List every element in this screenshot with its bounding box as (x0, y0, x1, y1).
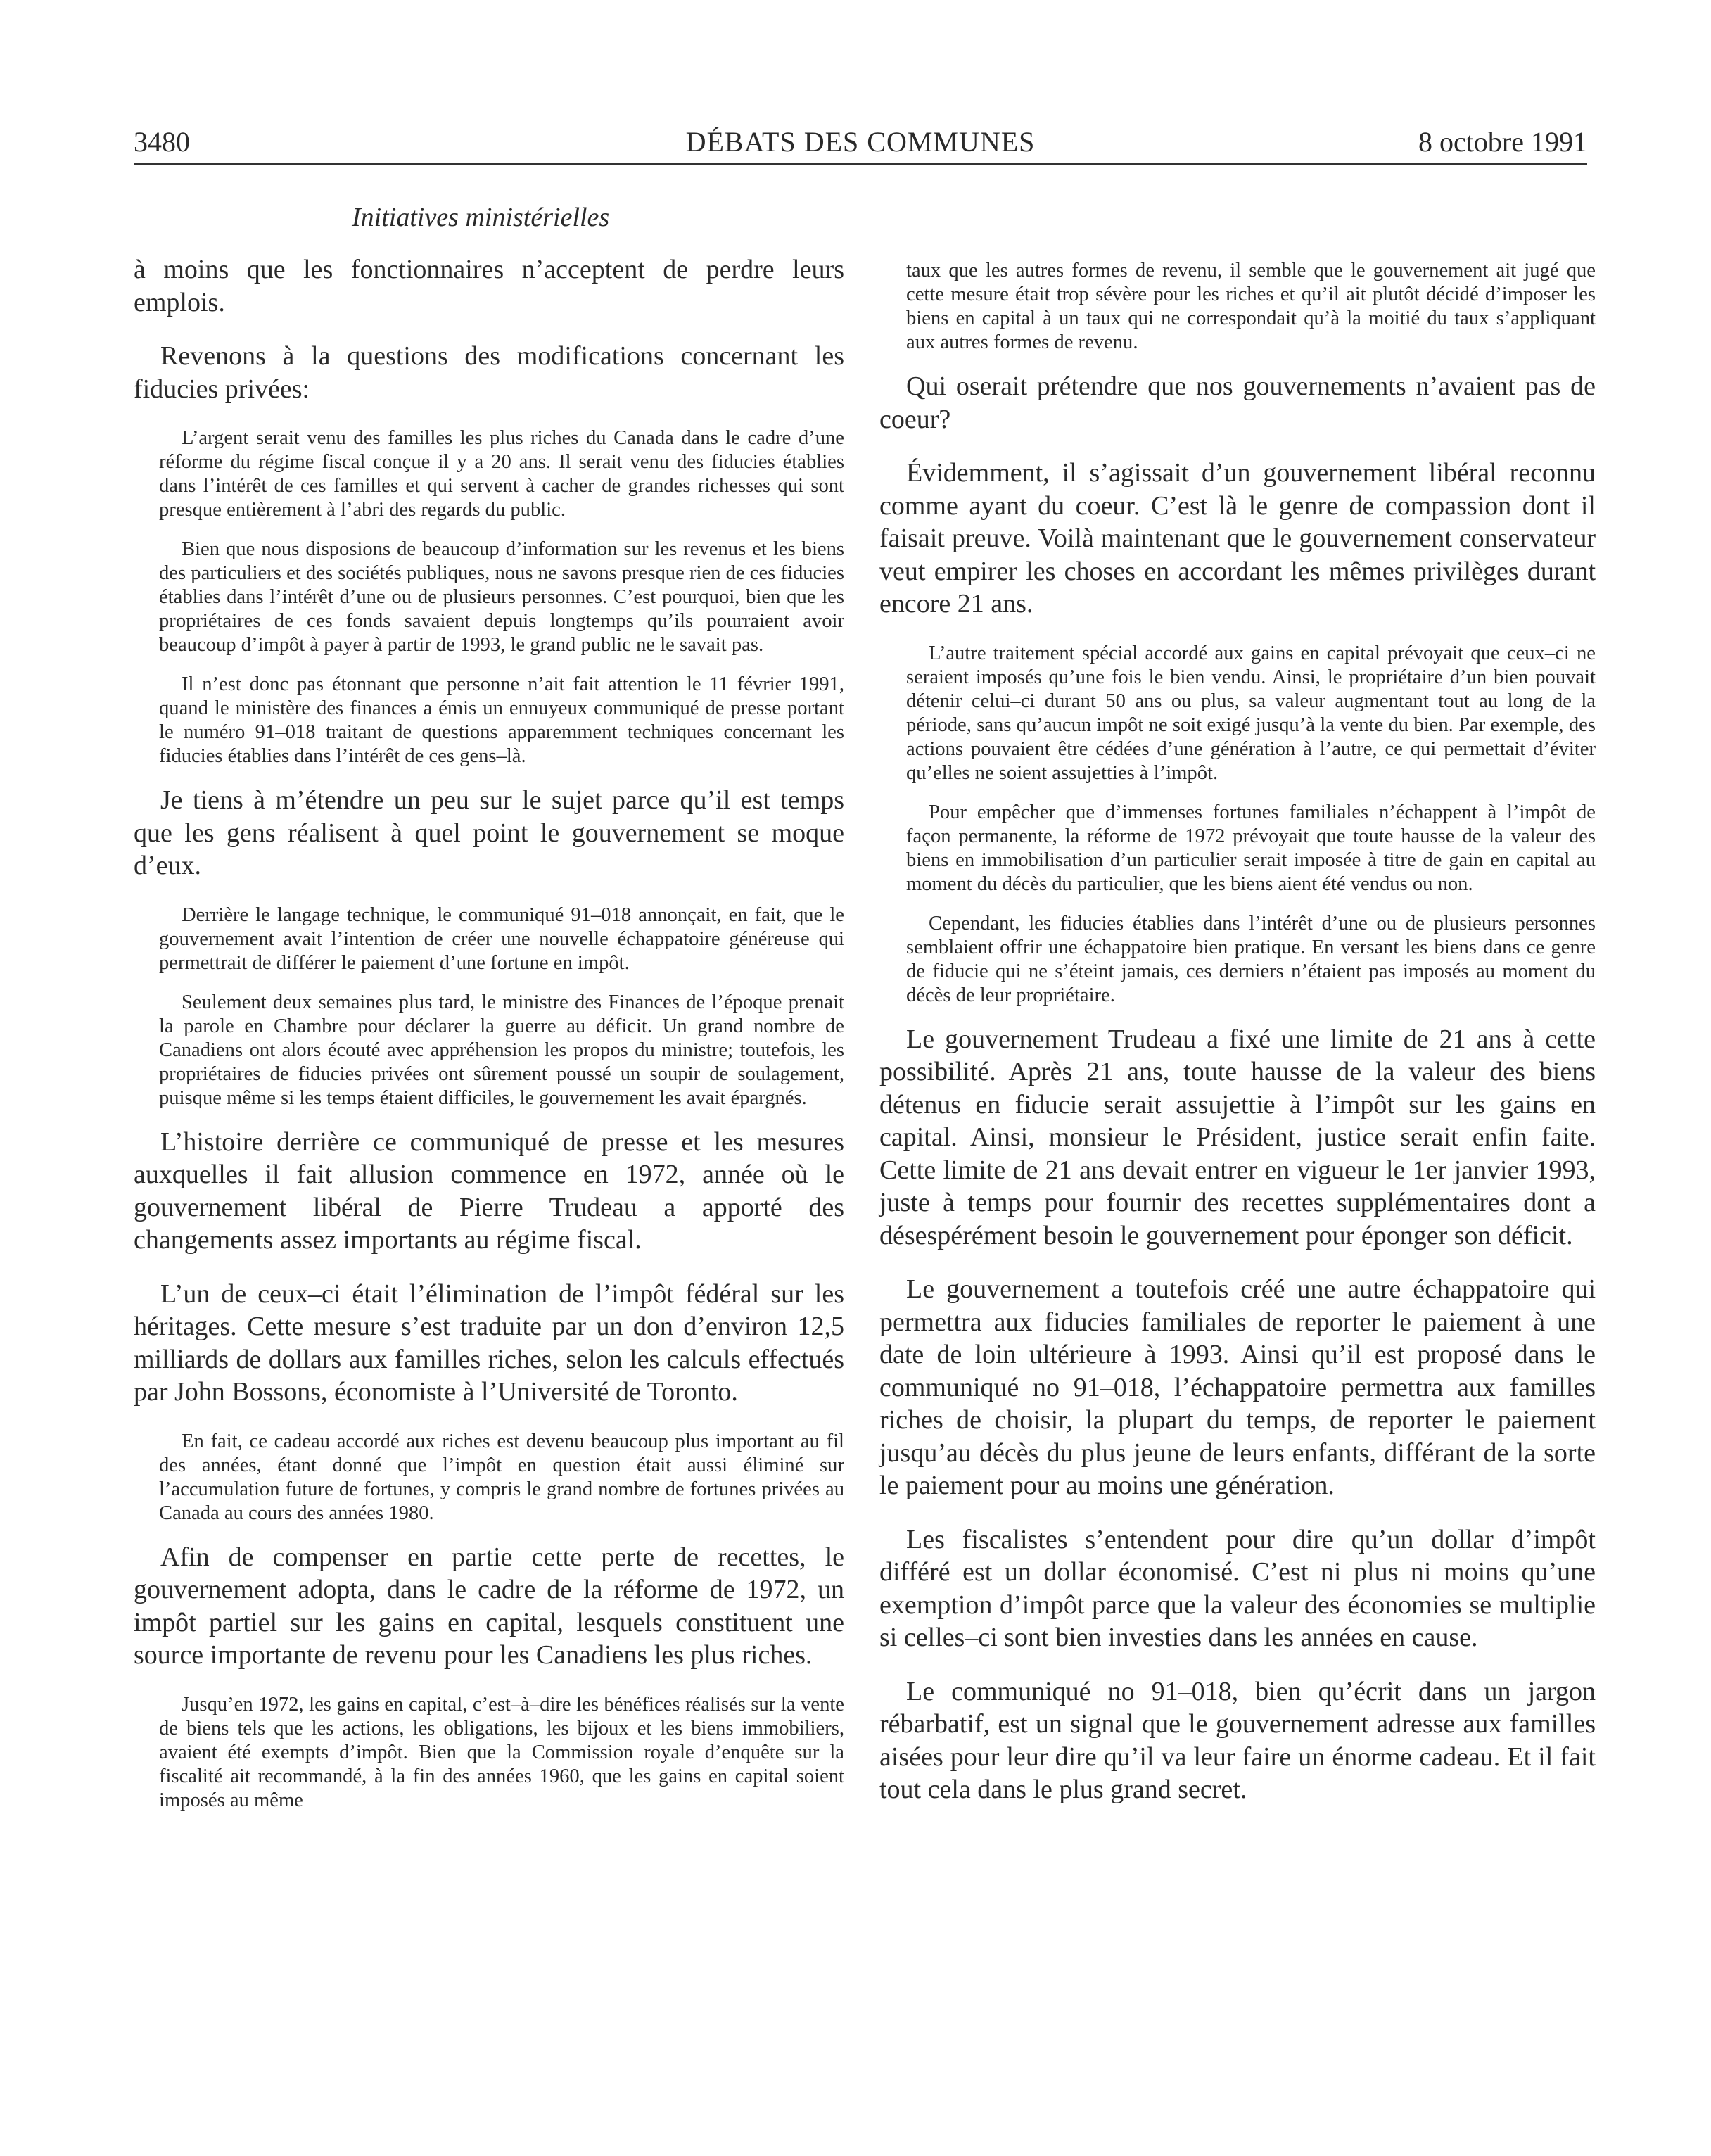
left-column (134, 253, 844, 1828)
quoted-paragraph: Derrière le langage technique, le communiqué 91–018 annonçait, en fait, que le gouvernement avait l’intention de créer une nouvelle échappatoire généreuse qui permettrait de différer le paiement d’une fortune en impôt. (159, 903, 844, 974)
right-column (879, 259, 1596, 1827)
speech-paragraph: L’histoire derrière ce communiqué de presse et les mesures auxquelles il fait allusion commence en 1972, année où le gouvernement libéral de Pierre Trudeau a apporté des changements assez importants au régime fiscal. (134, 1127, 844, 1255)
quoted-paragraph: L’autre traitement spécial accordé aux gains en capital prévoyait que ceux–ci ne seraient imposés qu’une fois le bien vendu. Ainsi, le propriétaire d’un bien pouvait détenir celui–ci durant 50 ans ou plus, sa valeur augmentant tout au long de la période, sans qu’aucun impôt ne soit exigé jusqu’à la vente du bien. Par exemple, des actions pouvaient être cédées d’une génération à l’autre, ce qui permettait d’éviter qu’elles ne soient assujetties à l’impôt. (906, 642, 1596, 784)
speech-paragraph: Afin de compenser en partie cette perte de recettes, le gouvernement adopta, dans le cadre de la réforme de 1972, un impôt partiel sur les gains en capital, lesquels constituent une source importante de revenu pour les Canadiens les plus riches. (134, 1542, 844, 1670)
section-title: Initiatives ministérielles (352, 203, 610, 232)
speech-paragraph: L’un de ceux–ci était l’élimination de l’impôt fédéral sur les héritages. Cette mesure s’est traduite par un don d’environ 12,5 milliards de dollars aux familles riches, selon les calculs effectués par John Bossons, économiste à l’Université de Toronto. (134, 1279, 844, 1407)
speech-paragraph: Évidemment, il s’agissait d’un gouvernement libéral reconnu comme ayant du coeur. C’est là le genre de compassion dont il faisait preuve. Voilà maintenant que le gouvernement conservateur veut empirer les choses en accordant les mêmes privilèges durant encore 21 ans. (879, 458, 1596, 619)
page-number: 3480 (134, 126, 190, 158)
speech-paragraph: Qui oserait prétendre que nos gouvernements n’avaient pas de coeur? (879, 372, 1596, 434)
publication-title: DÉBATS DES COMMUNES (685, 126, 1036, 158)
quoted-paragraph: Seulement deux semaines plus tard, le ministre des Finances de l’époque prenait la parole en Chambre pour déclarer la guerre au déficit. Un grand nombre de Canadiens ont alors écouté avec appréhension les propos du ministre; toutefois, les propriétaires de fiducies privées ont sûrement poussé un soupir de soulagement, puisque même si les temps étaient difficiles, le gouvernement les avait épargnés. (159, 991, 844, 1109)
quoted-paragraph: Il n’est donc pas étonnant que personne n’ait fait attention le 11 février 1991, quand le ministère des finances a émis un ennuyeux communiqué de presse portant le numéro 91–018 traitant de questions apparemment techniques concernant les fiducies établies dans l’intérêt de ces gens–là. (159, 673, 844, 767)
speech-paragraph: Le gouvernement Trudeau a fixé une limite de 21 ans à cette possibilité. Après 21 ans, toute hausse de la valeur des biens détenus en fiducie serait assujettie à l’impôt sur les gains en capital. Ainsi, monsieur le Président, justice serait enfin faite. Cette limite de 21 ans devait entrer en vigueur le 1er janvier 1993, juste à temps pour fournir des recettes supplémentaires dont a désespérément besoin le gouvernement pour éponger son déficit. (879, 1024, 1596, 1250)
speech-paragraph: Les fiscalistes s’entendent pour dire qu’un dollar d’impôt différé est un dollar économisé. C’est ni plus ni moins qu’une exemption d’impôt parce que la valeur des économies se multiplie si celles–ci sont bien investies dans les années en cause. (879, 1524, 1596, 1652)
quoted-paragraph: En fait, ce cadeau accordé aux riches est devenu beaucoup plus important au fil des années, étant donné que l’impôt en question était aussi éliminé sur l’accumulation future de fortunes, y compris le grand nombre de fortunes privées au Canada au cours des années 1980. (159, 1430, 844, 1524)
speech-paragraph: à moins que les fonctionnaires n’acceptent de perdre leurs emplois. (134, 255, 844, 317)
quoted-paragraph: Jusqu’en 1972, les gains en capital, c’est–à–dire les bénéfices réalisés sur la vente de biens tels que les actions, les obligations, les bijoux et les biens immobiliers, avaient été exempts d’impôt. Bien que la Commission royale d’enquête sur la fiscalité ait recommandé, à la fin des années 1960, que les gains en capital soient imposés au même (159, 1693, 844, 1811)
speech-paragraph: Je tiens à m’étendre un peu sur le sujet parce qu’il est temps que les gens réalisent à quel point le gouvernement se moque d’eux. (134, 785, 844, 880)
quoted-paragraph: Cependant, les fiducies établies dans l’intérêt d’une ou de plusieurs personnes semblaient offrir une échappatoire bien pratique. En versant les biens dans ce genre de fiducie qui ne s’éteint jamais, ces derniers n’étaient pas imposés au moment du décès de leur propriétaire. (906, 912, 1596, 1006)
speech-paragraph: Revenons à la questions des modifications concernant les fiducies privées: (134, 341, 844, 404)
speech-paragraph: Le communiqué no 91–018, bien qu’écrit dans un jargon rébarbatif, est un signal que le gouvernement adresse aux familles aisées pour leur dire qu’il va leur faire un énorme cadeau. Et il fait tout cela dans le plus grand secret. (879, 1676, 1596, 1804)
publication-date: 8 octobre 1991 (1418, 126, 1587, 158)
quoted-paragraph: Pour empêcher que d’immenses fortunes familiales n’échappent à l’impôt de façon permanente, la réforme de 1972 prévoyait que toute hausse de la valeur des biens en immobilisation d’un particulier serait imposée à titre de gain en capital au moment du décès du particulier, que les biens aient été vendus ou non. (906, 801, 1596, 895)
quoted-paragraph: taux que les autres formes de revenu, il semble que le gouvernement ait jugé que cette mesure était trop sévère pour les riches et qu’il ait plutôt décidé d’imposer les biens en capital à un taux qui ne correspondait qu’à la moitié du taux s’appliquant aux autres formes de revenu. (906, 260, 1596, 353)
quoted-paragraph: Bien que nous disposions de beaucoup d’information sur les revenus et les biens des particuliers et des sociétés publiques, nous ne savons presque rien de ces fiducies établies dans l’intérêt d’une ou de plusieurs personnes. C’est pourquoi, bien que les propriétaires de ces fonds savaient depuis longtemps qu’ils pourraient avoir beaucoup d’impôt à payer à partir de 1993, le grand public ne le savait pas. (159, 538, 844, 656)
speech-paragraph: Le gouvernement a toutefois créé une autre échappatoire qui permettra aux fiducies familiales de reporter le paiement à une date de loin ultérieure à 1993. Ainsi qu’il est proposé dans le communiqué no 91–018, l’échappatoire permettra aux familles riches de choisir, la plupart du temps, de reporter le paiement jusqu’au décès du plus jeune de leurs enfants, différant de la sorte le paiement pour au moins une génération. (879, 1274, 1596, 1500)
page-header (134, 121, 1587, 165)
quoted-paragraph: L’argent serait venu des familles les plus riches du Canada dans le cadre d’une réforme du régime fiscal conçue il y a 20 ans. Il serait venu des fiducies établies dans l’intérêt de ces familles et qui servent à cacher de grandes richesses qui sont presque entièrement à l’abri des regards du public. (159, 427, 844, 521)
